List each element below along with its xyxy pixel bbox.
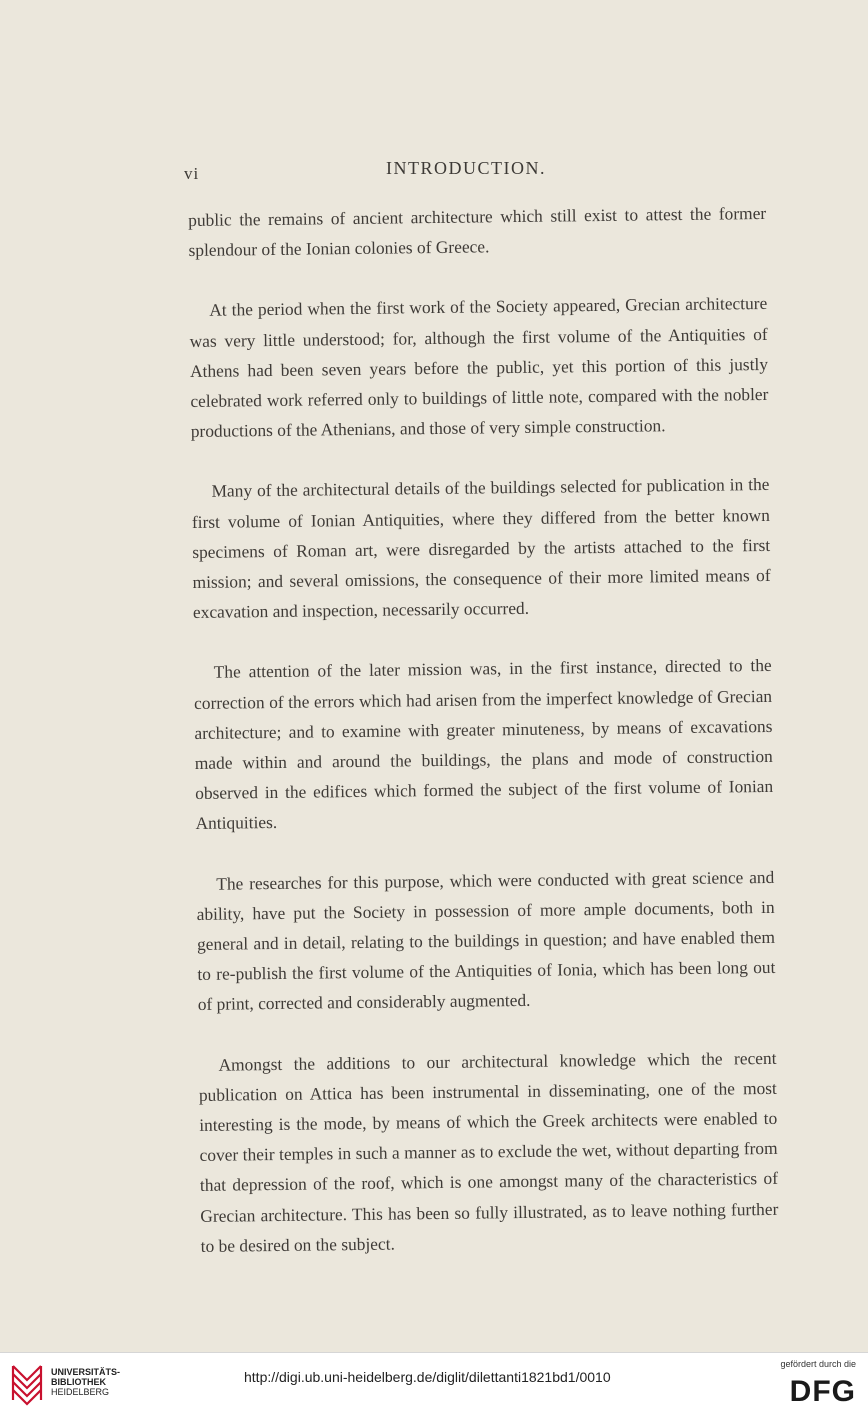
paragraph-3: Many of the architectural details of the buildings selected for publication in the first volume of Ionian Antiquities, where they differed from the better known specimens of Roman art, were disregarded by the artists attached to the first mission; and several omissions, the consequence of their more limited means of excavation and inspection, necessarily occurred. [191,474,771,623]
body-text [188,198,779,1291]
permalink-url[interactable]: http://digi.ub.uni-heidelberg.de/diglit/dilettanti1821bd1/0010 [244,1369,611,1385]
funding-label: gefördert durch die [780,1359,856,1369]
paragraph-4: The attention of the later mission was, in the first instance, directed to the correction of the errors which had arisen from the imperfect knowledge of Grecian architecture; and to examine with greater minuteness, by means of excavations made within and around the buildings, the plans and mode of construction observed in the edifices which formed the subject of the first volume of Ionian Antiquities. [193,655,774,834]
library-name-line2: BIBLIOTHEK [51,1377,106,1387]
library-name-line1: UNIVERSITÄTS- [51,1367,121,1377]
library-logo-icon [10,1360,44,1406]
running-title: INTRODUCTION. [386,158,546,178]
library-name [51,1367,120,1397]
library-name-line3: HEIDELBERG [51,1387,110,1397]
dfg-logo: DFG [789,1375,856,1408]
viewer-footer [0,1352,868,1415]
page-header [0,158,868,188]
paragraph-2: At the period when the first work of the Society appeared, Grecian architecture was very little understood; for, although the first volume of the Antiquities of Athens had been seven years before the public, yet this portion of this justly celebrated work referred only to buildings of little note, compared with the nobler productions of the Athenians, and those of very simple construction. [189,293,769,442]
paragraph-6: Amongst the additions to our architectural knowledge which the recent publication on Attica has been instrumental in disseminating, one of the most interesting is the mode, by means of which the Greek architects were enabled to cover their temples in such a manner as to exclude the wet, without departing from that depression of the roof, which is one amongst many of the characteristics of Grecian architecture. This has been so fully illustrated, as to leave nothing further to be desired on the subject. [198,1047,779,1256]
paragraph-5: The researches for this purpose, which were conducted with great science and ability, have put the Society in possession of more ample documents, both in general and in detail, relating to the buildings in question; and have enabled them to re-publish the first volume of the Antiquities of Ionia, which has been long out of print, corrected and considerably augmented. [196,866,776,1015]
page-number: vi [184,164,200,183]
paragraph-1: public the remains of ancient architecture which still exist to attest the former splendour of the Ionian colonies of Greece. [188,202,767,261]
